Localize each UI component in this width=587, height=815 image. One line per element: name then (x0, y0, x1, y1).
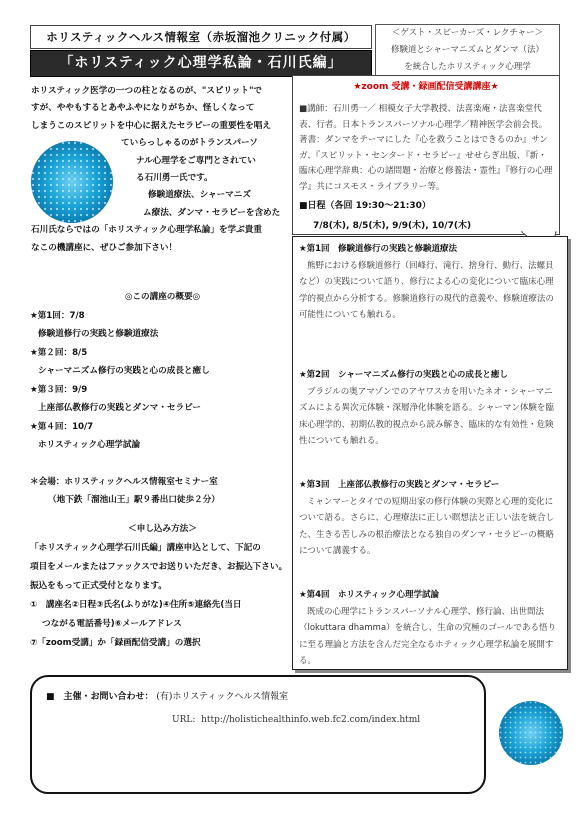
zoom-banner: ★zoom 受講・録画配信受講講座★ (353, 82, 499, 92)
contact-row (46, 689, 288, 702)
speaker-bio: ■講師：石川勇一／ 相模女子大学教授、法喜楽庵・法喜楽堂代表、行者。日本トランスパーソナル心理学／精神医学会前会長。著書：ダンマをテーマにした『心を救うことはできるのか』サンガ、『スピリット・センタード・セラピー』せせらぎ出版、『新・臨床心理学辞典：心の諸問題・治療と修養法・霊性』『修行の心理学』共にコスモス・ライブラリー等。 (299, 104, 553, 192)
session-date: ★第３回：9/9 (30, 384, 88, 395)
intro-line: ナル心理学をご専門とされてい (136, 155, 256, 166)
intro-line: ていらっしゃるのがトランスパーソ (121, 138, 258, 149)
lecture-desc: ブラジルの奥アマゾンでのアヤワスカを用いたネオ・シャーマニズムによる異次元体験・深層浄化体験を語る。シャーマン体験を臨床心理学的、初期仏教的視点から読み解き、臨床的な有効性・危険性についても触れる。 (299, 386, 554, 447)
apply-line: 項目をメールまたはファックスでお送りいただき、お振込下さい。 (30, 562, 288, 572)
schedule-label: ■日程（各回 19:30〜21:30） (299, 200, 431, 211)
lecture-title: ★第1回 修験道修行の実践と修験道療法 (299, 244, 458, 254)
intro-line: 石川氏ならではの「ホリスティック心理学私論」を学ぶ貴重 (31, 225, 262, 236)
intro-line: る石川勇一氏です。 (136, 173, 213, 184)
venue-note: （地下鉄「溜池山王」駅９番出口徒歩２分） (48, 495, 220, 505)
apply-line: 振込をもって正式受付となります。 (30, 581, 167, 591)
session-date: ★第1回：7/8 (30, 310, 85, 321)
intro-line: ホリスティック医学の一つの柱となるのが、"スピリット"で (31, 86, 263, 96)
venue-text: ＊会場：ホリスティックヘルス情報室セミナー室 (30, 476, 218, 487)
lecture-item (299, 241, 559, 324)
course-overview (30, 288, 295, 510)
session-date: ★第４回：10/7 (30, 421, 94, 432)
session-title: 上座部仏教修行の実践とダンマ・セラピー (38, 403, 202, 413)
apply-line: ⑦「zoom受講」か「録画配信受講」の選択 (30, 638, 201, 648)
speaker-info-box (292, 75, 560, 235)
session-title: ホリスティック心理学試論 (38, 440, 141, 450)
lecture-title: ★第4回 ホリスティック心理学試論 (299, 590, 440, 600)
lecture-details-box (292, 236, 568, 670)
intro-line: しまうこのスピリットを中心に据えたセラピーの重要性を唱え (31, 120, 271, 131)
apply-line: ① 講座名②日程③氏名(ふりがな)④住所⑤連絡先(当日 (30, 600, 242, 610)
apply-line: 「ホリスティック心理学石川氏編」講座申込として、下記の (30, 543, 261, 553)
contact-footer (30, 675, 486, 794)
decorative-orb-image (498, 700, 564, 766)
lecture-desc: 熊野における修験道修行（回峰行、滝行、捨身行、動行、法螺貝など）の実践について語り、修行による心の変化について臨床心理学的視点から分析する。修験道修行の現代的意義や、修験道療法の可能性についても触れる。 (299, 260, 554, 321)
intro-line: すが、ややもするとあやふやになりがちか、怪しくなって (31, 103, 255, 114)
lecture-item (299, 367, 559, 450)
guest-line: 修験道とシャーマニズムとダンマ（法） (391, 45, 544, 55)
lecture-title: ★第3回 上座部仏教修行の実践とダンマ・セラピー (299, 480, 500, 490)
intro-line: ム療法、ダンマ・セラピーを含めた (143, 207, 281, 218)
org-header: ホリスティックヘルス情報室（赤坂溜池クリニック付属） (30, 25, 372, 49)
session-title: 修験道修行の実践と修験道療法 (38, 329, 159, 339)
guest-lecture-box (375, 24, 560, 78)
intro-line: なこの機講座に、ぜひご参加下さい！ (31, 242, 178, 253)
url-label: URL: (172, 715, 196, 725)
overview-heading: ◎この講座の概要◎ (124, 292, 201, 302)
intro-line: 修験道療法、シャーマニズ (148, 190, 251, 201)
contact-label: ■ 主催・お問い合わせ： (46, 692, 154, 702)
url-row (172, 715, 420, 725)
apply-line: つながる電話番号)⑥メールアドレス (42, 619, 182, 629)
lecture-item (299, 477, 559, 560)
decorative-orb-image (30, 140, 114, 224)
schedule-dates: 7/8(木), 8/5(木), 9/9(木), 10/7(木) (313, 220, 472, 231)
lecture-item (299, 587, 559, 670)
website-link[interactable]: http://holistichealthinfo.web.fc2.com/index.html (201, 715, 421, 725)
lecture-desc: 既成の心理学にトランスパーソナル心理学、修行論、出世間法（lokuttara dhamma）を統合し、生命の究極のゴールである悟りに至る理論と方法を含んだ完全なるホティック心理学私論を展開する。 (299, 606, 556, 667)
lecture-desc: ミャンマーとタイでの短期出家の修行体験の実際と心理的変化について語る。さらに、心理療法に正しい瞑想法と正しい法を統合した、生きる苦しみの根治療法となる独自のダンマ・セラピーの概略について講義する。 (299, 496, 555, 557)
company-name: (有)ホリスティックヘルス情報室 (156, 692, 289, 702)
page-title: 「ホリスティック心理学私論・石川氏編」 (30, 50, 372, 77)
guest-line: を統合したホリスティック心理学 (404, 62, 531, 72)
session-date: ★第２回：8/5 (30, 347, 88, 358)
lecture-title: ★第2回 シャーマニズム修行の実践と心の成長と癒し (299, 370, 508, 380)
guest-line: ＜ゲスト・スピーカーズ・レクチャー＞ (391, 28, 544, 38)
session-title: シャーマニズム修行の実践と心の成長と癒し (38, 366, 210, 376)
application-method (30, 520, 295, 653)
apply-heading: ＜申し込み方法＞ (128, 524, 197, 534)
